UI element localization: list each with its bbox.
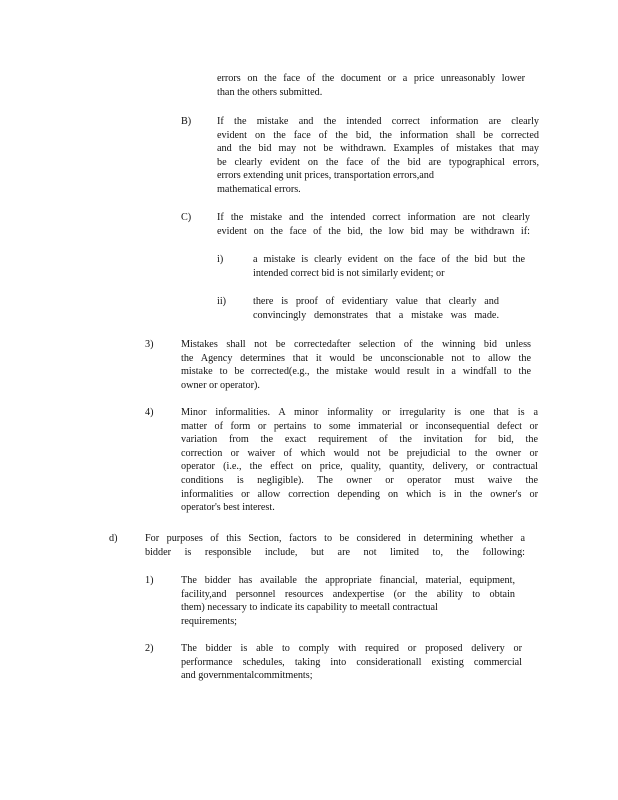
list-marker-d: d)	[109, 533, 118, 544]
continuation-paragraph	[217, 72, 525, 99]
text-line: matter of form or pertains to some immaterial or inconsequential defect or	[181, 420, 538, 432]
text-line: and the bid may not be withdrawn. Examples of mistakes that may	[217, 143, 539, 155]
text-line: the Agency determines that it would be unconscionable not to allow the	[181, 352, 531, 364]
text-line: requirements;	[181, 615, 238, 627]
text-line: Minor informalities. A minor informality or irregularity is one that is a	[181, 407, 538, 418]
text-line: The bidder has available the appropriate financial, material, equipment,	[181, 575, 515, 586]
text-line: evident on the face of the bid, the low bid may be withdrawn if:	[217, 225, 530, 237]
text-line: a mistake is clearly evident on the face of the bid but the	[253, 254, 525, 265]
item-d2-paragraph	[181, 642, 522, 683]
item-B-paragraph	[217, 115, 539, 197]
item-4-paragraph	[181, 406, 538, 515]
text-line: The bidder is able to comply with required or proposed delivery or	[181, 643, 522, 654]
text-line: be clearly evident on the face of the bid are typographical errors,	[217, 156, 539, 168]
text-line: If the mistake and the intended correct information are clearly	[217, 116, 539, 127]
text-line: correction or waiver of which would not be prejudicial to the owner or	[181, 447, 538, 459]
text-line: errors extending unit prices, transportation errors,and	[217, 170, 434, 182]
text-line: bidder is responsible include, but are not limited to, the following:	[145, 546, 525, 558]
list-marker-d2: 2)	[145, 643, 154, 654]
list-marker-ii: ii)	[217, 296, 227, 307]
text-line: than the others submitted.	[217, 86, 323, 98]
text-line: performance schedules, taking into considerationall existing commercial	[181, 656, 522, 668]
text-line: errors on the face of the document or a price unreasonably lower	[217, 73, 525, 84]
text-line: For purposes of this Section, factors to be considered in determining whether a	[145, 533, 525, 544]
item-3-paragraph	[181, 338, 531, 392]
text-line: conditions is negligible). The owner or operator must waive the	[181, 474, 538, 486]
text-line: mathematical errors.	[217, 183, 301, 195]
text-line: them) necessary to indicate its capability to meetall contractual	[181, 602, 438, 614]
text-line: informalities or allow correction depending on which is in the owner's or	[181, 488, 538, 500]
list-marker-B: B)	[181, 116, 192, 127]
text-line: Mistakes shall not be correctedafter selection of the winning bid unless	[181, 339, 531, 350]
list-marker-4: 4)	[145, 407, 154, 418]
text-line: operator (i.e., the effect on price, quality, quantity, delivery, or contractual	[181, 461, 538, 473]
text-line: variation from the exact requirement of the invitation for bid, the	[181, 434, 538, 446]
list-marker-d1: 1)	[145, 575, 154, 586]
text-line: mistake to be corrected(e.g., the mistake would result in a windfall to the	[181, 366, 531, 378]
item-d1-paragraph	[181, 574, 515, 628]
text-line: owner or operator).	[181, 379, 260, 391]
item-C-i-paragraph	[253, 253, 525, 280]
item-C-paragraph	[217, 211, 530, 238]
text-line: If the mistake and the intended correct information are not clearly	[217, 212, 530, 223]
text-line: facility,and personnel resources andexpertise (or the ability to obtain	[181, 588, 515, 600]
list-marker-C: C)	[181, 212, 192, 223]
text-line: intended correct bid is not similarly evident; or	[253, 267, 445, 279]
text-line: convincingly demonstrates that a mistake was made.	[253, 309, 499, 321]
text-line: operator's best interest.	[181, 502, 275, 514]
text-line: and governmentalcommitments;	[181, 670, 313, 682]
text-line: there is proof of evidentiary value that clearly and	[253, 296, 499, 307]
item-C-ii-paragraph	[253, 295, 499, 322]
list-marker-i: i)	[217, 254, 224, 265]
list-marker-3: 3)	[145, 339, 154, 350]
item-d-paragraph	[145, 532, 525, 559]
text-line: evident on the face of the bid, the information shall be corrected	[217, 129, 539, 141]
